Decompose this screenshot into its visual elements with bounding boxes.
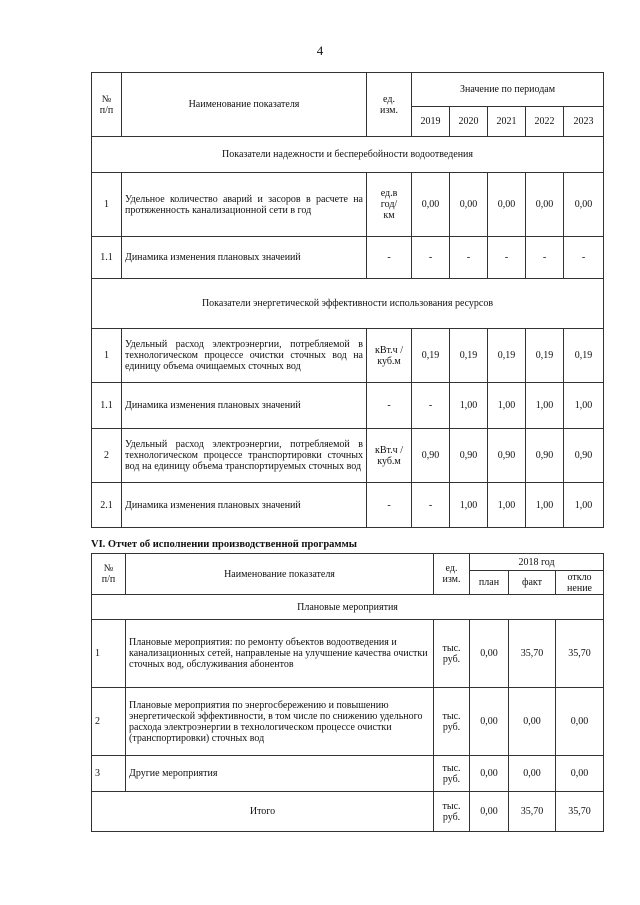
row-value: 0,19 xyxy=(526,329,564,383)
header-year: 2018 год xyxy=(470,554,604,571)
header-unit: ед. изм. xyxy=(434,554,470,595)
row-value: 1,00 xyxy=(564,483,604,528)
header-num: № п/п xyxy=(92,73,122,137)
row-plan: 0,00 xyxy=(470,756,509,792)
row-unit: тыс. руб. xyxy=(434,756,470,792)
row-value: - xyxy=(412,383,450,429)
row-unit: тыс. руб. xyxy=(434,620,470,688)
row-value: 0,19 xyxy=(450,329,488,383)
table-row xyxy=(92,483,604,528)
row-num: 2 xyxy=(92,688,126,756)
total-fact: 35,70 xyxy=(509,792,556,832)
row-unit: - xyxy=(367,483,412,528)
row-value: 1,00 xyxy=(488,383,526,429)
row-unit: тыс. руб. xyxy=(434,688,470,756)
row-unit: ед.в год/ км xyxy=(367,173,412,237)
row-value: 1,00 xyxy=(526,483,564,528)
row-value: 1,00 xyxy=(526,383,564,429)
row-value: - xyxy=(526,237,564,279)
row-deviation: 0,00 xyxy=(556,688,604,756)
table-row xyxy=(92,688,604,756)
row-unit: - xyxy=(367,237,412,279)
row-value: 0,90 xyxy=(450,429,488,483)
row-value: 1,00 xyxy=(488,483,526,528)
year-2023: 2023 xyxy=(564,107,604,137)
row-num: 3 xyxy=(92,756,126,792)
row-name: Динамика изменения плановых значеиий xyxy=(122,237,367,279)
year-2020: 2020 xyxy=(450,107,488,137)
header-fact: факт xyxy=(509,571,556,595)
row-unit: кВт.ч / куб.м xyxy=(367,329,412,383)
total-row xyxy=(92,792,604,832)
table-row xyxy=(92,620,604,688)
program-report-table xyxy=(91,553,604,832)
row-plan: 0,00 xyxy=(470,688,509,756)
total-unit: тыс. руб. xyxy=(434,792,470,832)
row-fact: 0,00 xyxy=(509,688,556,756)
row-num: 2.1 xyxy=(92,483,122,528)
table-row xyxy=(92,329,604,383)
row-deviation: 35,70 xyxy=(556,620,604,688)
row-value: - xyxy=(412,237,450,279)
table-row xyxy=(92,429,604,483)
section-reliability: Показатели надежности и бесперебойности водоотведения xyxy=(92,137,604,173)
header-name: Наименование показателя xyxy=(122,73,367,137)
row-value: 0,00 xyxy=(412,173,450,237)
row-name: Плановые мероприятия по энергосбережению и повышению энергетической эффективности, в том числе по снижению удельного расхода электроэнергии в технологическом процессе очистки (транспортировки) сточных вод xyxy=(126,688,434,756)
header-name: Наименование показателя xyxy=(126,554,434,595)
table-row xyxy=(92,383,604,429)
row-name: Динамика изменения плановых значений xyxy=(122,383,367,429)
row-value: 1,00 xyxy=(450,483,488,528)
header-num: № п/п xyxy=(92,554,126,595)
row-unit: кВт.ч / куб.м xyxy=(367,429,412,483)
total-plan: 0,00 xyxy=(470,792,509,832)
row-unit: - xyxy=(367,383,412,429)
header-unit: ед. изм. xyxy=(367,73,412,137)
header-deviation: откло нение xyxy=(556,571,604,595)
row-value: - xyxy=(450,237,488,279)
row-deviation: 0,00 xyxy=(556,756,604,792)
row-value: 0,90 xyxy=(526,429,564,483)
row-fact: 35,70 xyxy=(509,620,556,688)
section-heading: VI. Отчет об исполнении производственной программы xyxy=(91,539,357,550)
row-value: 0,19 xyxy=(564,329,604,383)
table-row xyxy=(92,756,604,792)
row-value: 0,90 xyxy=(488,429,526,483)
row-name: Удельное количество аварий и засоров в расчете на протяженность канализационной сети в год xyxy=(122,173,367,237)
row-num: 1 xyxy=(92,173,122,237)
year-2021: 2021 xyxy=(488,107,526,137)
row-fact: 0,00 xyxy=(509,756,556,792)
row-value: 0,00 xyxy=(526,173,564,237)
table-row xyxy=(92,237,604,279)
row-value: - xyxy=(488,237,526,279)
year-2022: 2022 xyxy=(526,107,564,137)
row-num: 1.1 xyxy=(92,383,122,429)
row-num: 1 xyxy=(92,329,122,383)
row-num: 1.1 xyxy=(92,237,122,279)
year-2019: 2019 xyxy=(412,107,450,137)
header-plan: план xyxy=(470,571,509,595)
row-value: - xyxy=(412,483,450,528)
row-num: 2 xyxy=(92,429,122,483)
header-values: Значение по периодам xyxy=(412,73,604,107)
row-value: 0,19 xyxy=(488,329,526,383)
page-number: 4 xyxy=(316,43,324,58)
row-name: Динамика изменения плановых значений xyxy=(122,483,367,528)
row-name: Удельный расход электроэнергии, потребляемой в технологическом процессе очистки сточных вод на единицу объема очищаемых сточных вод xyxy=(122,329,367,383)
row-name: Плановые мероприятия: по ремонту объектов водоотведения и канализационных сетей, направленые на улучшение качества очистки сточных вод, обслуживания абонентов xyxy=(126,620,434,688)
row-plan: 0,00 xyxy=(470,620,509,688)
row-name: Удельный расход электроэнергии, потребляемой в технологическом процессе транспортировки сточных вод на единицу объема транспортируемых сточных вод xyxy=(122,429,367,483)
row-value: 1,00 xyxy=(450,383,488,429)
section-planned-measures: Плановые мероприятия xyxy=(92,595,604,620)
row-value: 0,90 xyxy=(412,429,450,483)
table-row xyxy=(92,173,604,237)
section-energy: Показатели энергетической эффективности использования ресурсов xyxy=(92,279,604,329)
row-value: 0,00 xyxy=(564,173,604,237)
row-value: 0,19 xyxy=(412,329,450,383)
row-value: - xyxy=(564,237,604,279)
row-name: Другие мероприятия xyxy=(126,756,434,792)
row-value: 0,00 xyxy=(488,173,526,237)
indicators-table xyxy=(91,72,604,528)
row-value: 0,90 xyxy=(564,429,604,483)
row-num: 1 xyxy=(92,620,126,688)
total-label: Итого xyxy=(92,792,434,832)
row-value: 0,00 xyxy=(450,173,488,237)
total-deviation: 35,70 xyxy=(556,792,604,832)
row-value: 1,00 xyxy=(564,383,604,429)
